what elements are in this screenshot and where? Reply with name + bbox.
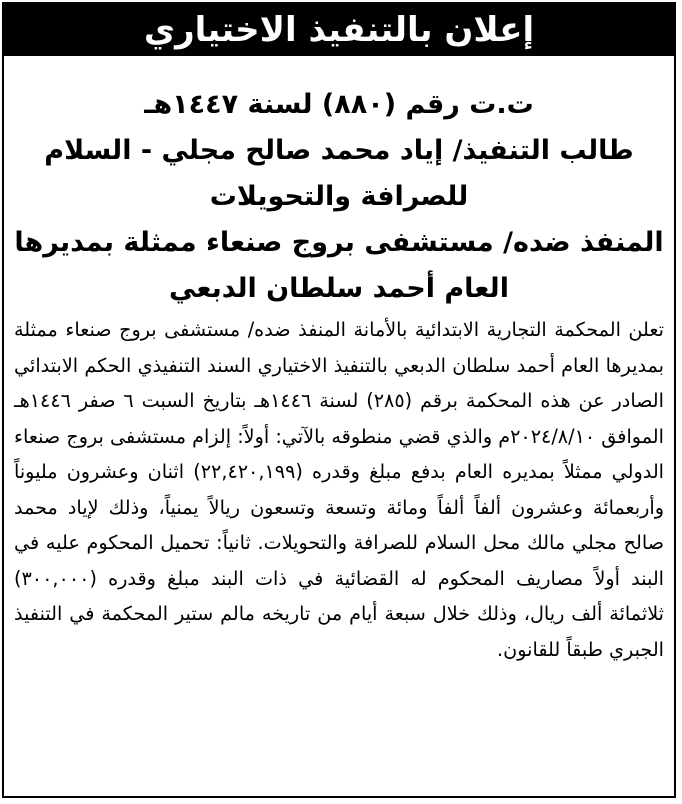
respondent-line-1: المنفذ ضده/ مستشفى بروج صنعاء ممثلة بمديرها [14,227,664,258]
case-reference: ت.ت رقم (٨٨٠) لسنة ١٤٤٧هـ [144,89,534,120]
notice-title: إعلان بالتنفيذ الاختياري [4,4,674,56]
notice-body: تعلن المحكمة التجارية الابتدائية بالأمانة المنفذ ضده/ مستشفى بروج صنعاء ممثلة بمديرها العام أحمد سلطان الدبعي بالتنفيذ الاختياري السند التنفيذي الحكم الابتدائي الصادر عن هذه المحكمة برقم (٢٨٥) لسنة ١٤٤٦هـ بتاريخ السبت ٦ صفر ١٤٤٦هـ الموافق ٢٠٢٤/٨/١٠م والذي قضي منطوقه بالآتي: أولاً: إلزام مستشفى بروج صنعاء الدولي ممثلاً بمديره العام بدفع مبلغ وقدره (٢٢,٤٢٠,١٩٩) اثنان وعشرون مليوناً وأربعمائة وعشرون ألفاً ألفاً ومائة وتسعة وتسعون ريالاً يمنياً، وذلك لإياد محمد صالح مجلي مالك محل السلام للصرافة والتحويلات. ثانياً: تحميل المحكوم عليه في البند أولاً مصاريف المحكوم له القضائية في ذات البند مبلغ وقدره (٣٠٠,٠٠٠) ثلاثمائة ألف ريال، وذلك خلال سبعة أيام من تاريخه مالم ستير المحكمة في التنفيذ الجبري طبقاً للقانون. [14,318,665,661]
notice-header-block [12,82,666,312]
notice-frame [2,2,676,798]
applicant-line-1: طالب التنفيذ/ إياد محمد صالح مجلي - السلام [44,135,634,166]
respondent-line-2: العام أحمد سلطان الدبعي [169,273,509,304]
applicant-line-2: للصرافة والتحويلات [209,181,469,212]
